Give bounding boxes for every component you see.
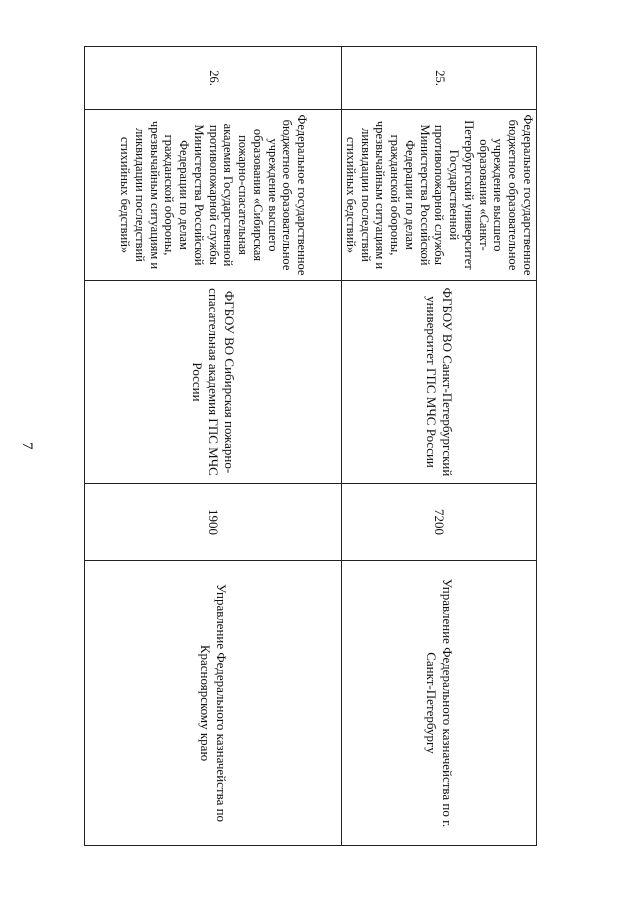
allocation-table-wrapper: [87, 46, 537, 828]
institution-full-name: Федеральное государственное бюджетное образовательное учреждение высшего образования «Санкт-Петербургский университет Государственной противопожарной службы Министерства Российской Федерации по делам гражданской обороны, чрезвычайным ситуациям и ликвидации последствий стихийных бедствий»: [342, 110, 537, 281]
institution-short-name: ФГБОУ ВО Сибирская пожарно-спасательная академия ГПС МЧС России: [85, 281, 342, 484]
page-number: 7: [19, 442, 35, 450]
table-row: [342, 47, 537, 846]
amount-value: 1900: [85, 484, 342, 561]
row-number: 25.: [342, 47, 537, 110]
allocation-table: [84, 46, 537, 846]
row-number: 26.: [85, 47, 342, 110]
institution-short-name: ФГБОУ ВО Санкт-Петербургский университет ГПС МЧС России: [342, 281, 537, 484]
table-row: [85, 47, 342, 846]
treasury-office: Управление Федерального казначейства по г. Санкт-Петербургу: [342, 561, 537, 846]
amount-value: 7200: [342, 484, 537, 561]
institution-full-name: Федеральное государственное бюджетное образовательное учреждение высшего образования «Сибирская пожарно-спасательная академия Государственной противопожарной службы Министерства Российской Федерации по делам гражданской обороны, чрезвычайным ситуациям и ликвидации последствий стихийных бедствий»: [85, 110, 342, 281]
treasury-office: Управление Федерального казначейства по Красноярскому краю: [85, 561, 342, 846]
